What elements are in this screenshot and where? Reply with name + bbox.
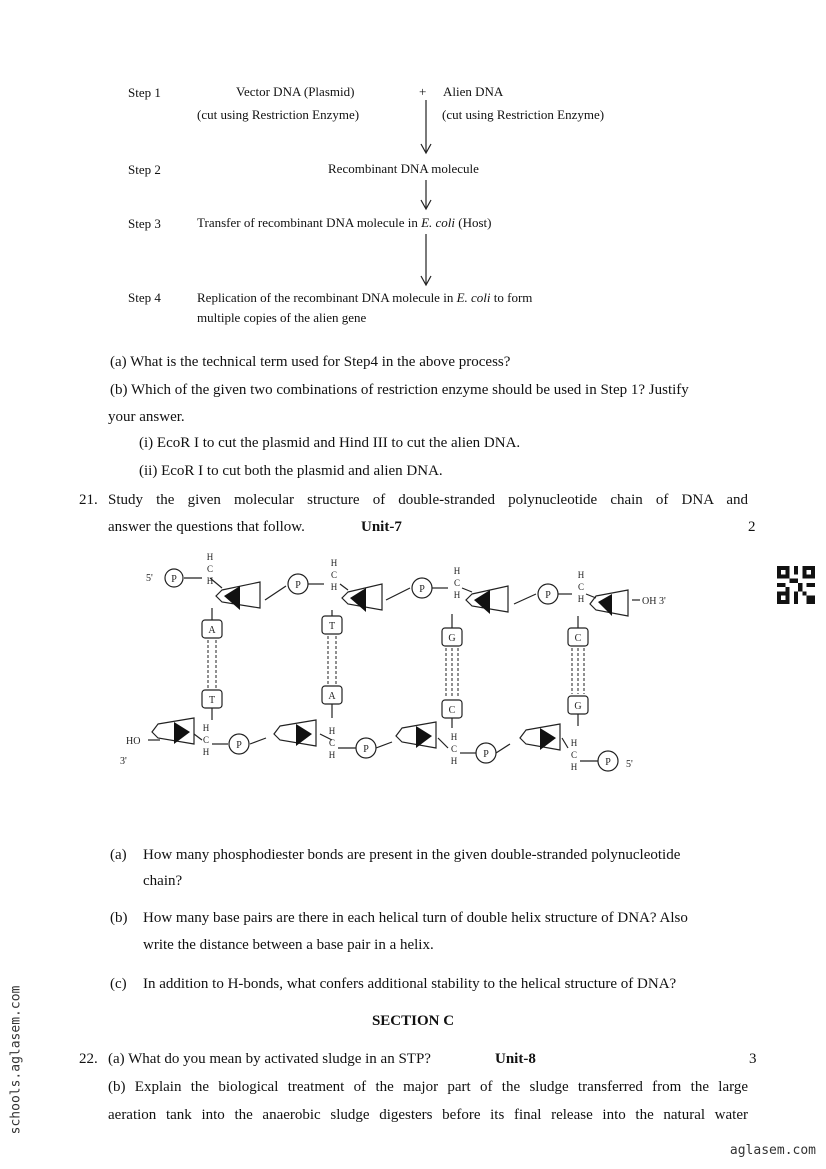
base-top-4: C — [574, 633, 582, 644]
q21-a-line1: How many phosphodiester bonds are present in the given double-stranded polynucleotide — [143, 847, 681, 863]
q20-a: (a) What is the technical term used for Step4 in the above process? — [110, 354, 511, 370]
qr-code[interactable] — [777, 566, 815, 604]
q22-number: 22. — [79, 1051, 98, 1067]
step1-vector-cut: (cut using Restriction Enzyme) — [197, 107, 360, 122]
q21-c-line1: In addition to H-bonds, what confers additional stability to the helical structure of DNA? — [143, 976, 677, 992]
svg-text:H: H — [453, 590, 461, 600]
step2-label: Step 2 — [128, 162, 161, 177]
q20-b-line1: (b) Which of the given two combinations of restriction enzyme should be used in Step 1? Justify — [110, 382, 689, 398]
svg-text:H: H — [577, 570, 585, 580]
q21-unit: Unit-7 — [361, 519, 402, 535]
step4-text: Replication of the recombinant DNA molecule in E. coli to form — [197, 290, 533, 305]
svg-text:P: P — [483, 749, 489, 760]
step4-text-line2: multiple copies of the alien gene — [197, 310, 367, 325]
svg-text:P: P — [419, 584, 425, 595]
side-watermark: schools.aglasem.com — [8, 985, 24, 1135]
q21-line1: Study the given molecular structure of double-stranded polynucleotide chain of DNA and — [108, 492, 748, 508]
q22-unit: Unit-8 — [495, 1051, 536, 1067]
q21-a-label: (a) — [110, 847, 127, 863]
svg-text:P: P — [295, 580, 301, 591]
svg-text:C: C — [202, 735, 210, 745]
q22-marks: 3 — [749, 1051, 757, 1067]
top-5prime-label: 5' — [146, 573, 153, 584]
svg-text:H: H — [330, 582, 338, 592]
svg-text:P: P — [363, 744, 369, 755]
svg-text:C: C — [570, 750, 578, 760]
q21-number: 21. — [79, 492, 98, 508]
svg-text:P: P — [236, 740, 242, 751]
svg-text:H: H — [330, 558, 338, 568]
base-top-2: T — [328, 621, 336, 632]
svg-text:C: C — [330, 570, 338, 580]
q22-b-line2: aeration tank into the anaerobic sludge digesters before its final release into the natural water — [108, 1107, 748, 1123]
svg-text:H: H — [206, 576, 214, 586]
base-bottom-1: T — [208, 695, 216, 706]
q20-b-line2: your answer. — [108, 409, 185, 425]
dna-structure-diagram — [110, 548, 690, 798]
step1-vector: Vector DNA (Plasmid) — [236, 84, 355, 99]
svg-text:C: C — [450, 744, 458, 754]
base-bottom-3: C — [448, 705, 456, 716]
svg-text:H: H — [202, 747, 210, 757]
step2-text: Recombinant DNA molecule — [328, 161, 479, 176]
q22-a: (a) What do you mean by activated sludge in an STP? — [108, 1051, 431, 1067]
svg-text:P: P — [605, 757, 611, 768]
svg-text:H: H — [577, 594, 585, 604]
q21-line2: answer the questions that follow. — [108, 519, 305, 535]
q22-b-line1: (b) Explain the biological treatment of the major part of the sludge transferred from the large — [108, 1079, 748, 1095]
step3-text: Transfer of recombinant DNA molecule in E. coli (Host) — [197, 215, 492, 230]
svg-text:H: H — [570, 738, 578, 748]
bottom-ho-label: HO — [126, 736, 141, 747]
svg-text:P: P — [171, 574, 177, 585]
svg-text:C: C — [453, 578, 461, 588]
section-c-heading: SECTION C — [371, 1013, 455, 1029]
svg-text:H: H — [450, 732, 458, 742]
svg-text:H: H — [328, 750, 336, 760]
flow-arrows — [0, 0, 826, 340]
svg-text:H: H — [206, 552, 214, 562]
q21-b-line1: How many base pairs are there in each helical turn of double helix structure of DNA? Also — [143, 910, 688, 926]
base-top-3: G — [448, 633, 456, 644]
svg-text:H: H — [328, 726, 336, 736]
step1-alien-cut: (cut using Restriction Enzyme) — [442, 107, 605, 122]
step1-alien: Alien DNA — [443, 84, 504, 99]
top-3prime-label: OH 3' — [642, 596, 666, 607]
q21-b-line2: write the distance between a base pair in a helix. — [143, 937, 434, 953]
svg-text:C: C — [577, 582, 585, 592]
base-top-1: A — [208, 625, 216, 636]
base-bottom-4: G — [574, 701, 582, 712]
q21-b-label: (b) — [110, 910, 128, 926]
q21-marks: 2 — [748, 519, 756, 535]
step3-label: Step 3 — [128, 216, 161, 231]
q20-option-i: (i) EcoR I to cut the plasmid and Hind III to cut the alien DNA. — [139, 435, 521, 451]
q21-c-label: (c) — [110, 976, 127, 992]
step1-label: Step 1 — [128, 85, 161, 100]
svg-text:H: H — [570, 762, 578, 772]
step1-plus: + — [419, 84, 427, 99]
base-bottom-2: A — [328, 691, 336, 702]
svg-text:P: P — [545, 590, 551, 601]
q21-a-line2: chain? — [143, 873, 183, 889]
bottom-5prime-label: 5' — [626, 759, 633, 770]
footer-watermark: aglasem.com — [729, 1143, 816, 1158]
svg-text:H: H — [450, 756, 458, 766]
step4-label: Step 4 — [128, 290, 161, 305]
svg-text:H: H — [202, 723, 210, 733]
q20-option-ii: (ii) EcoR I to cut both the plasmid and alien DNA. — [139, 463, 443, 479]
bottom-3prime-label: 3' — [120, 756, 127, 767]
svg-text:C: C — [328, 738, 336, 748]
svg-text:H: H — [453, 566, 461, 576]
svg-text:C: C — [206, 564, 214, 574]
